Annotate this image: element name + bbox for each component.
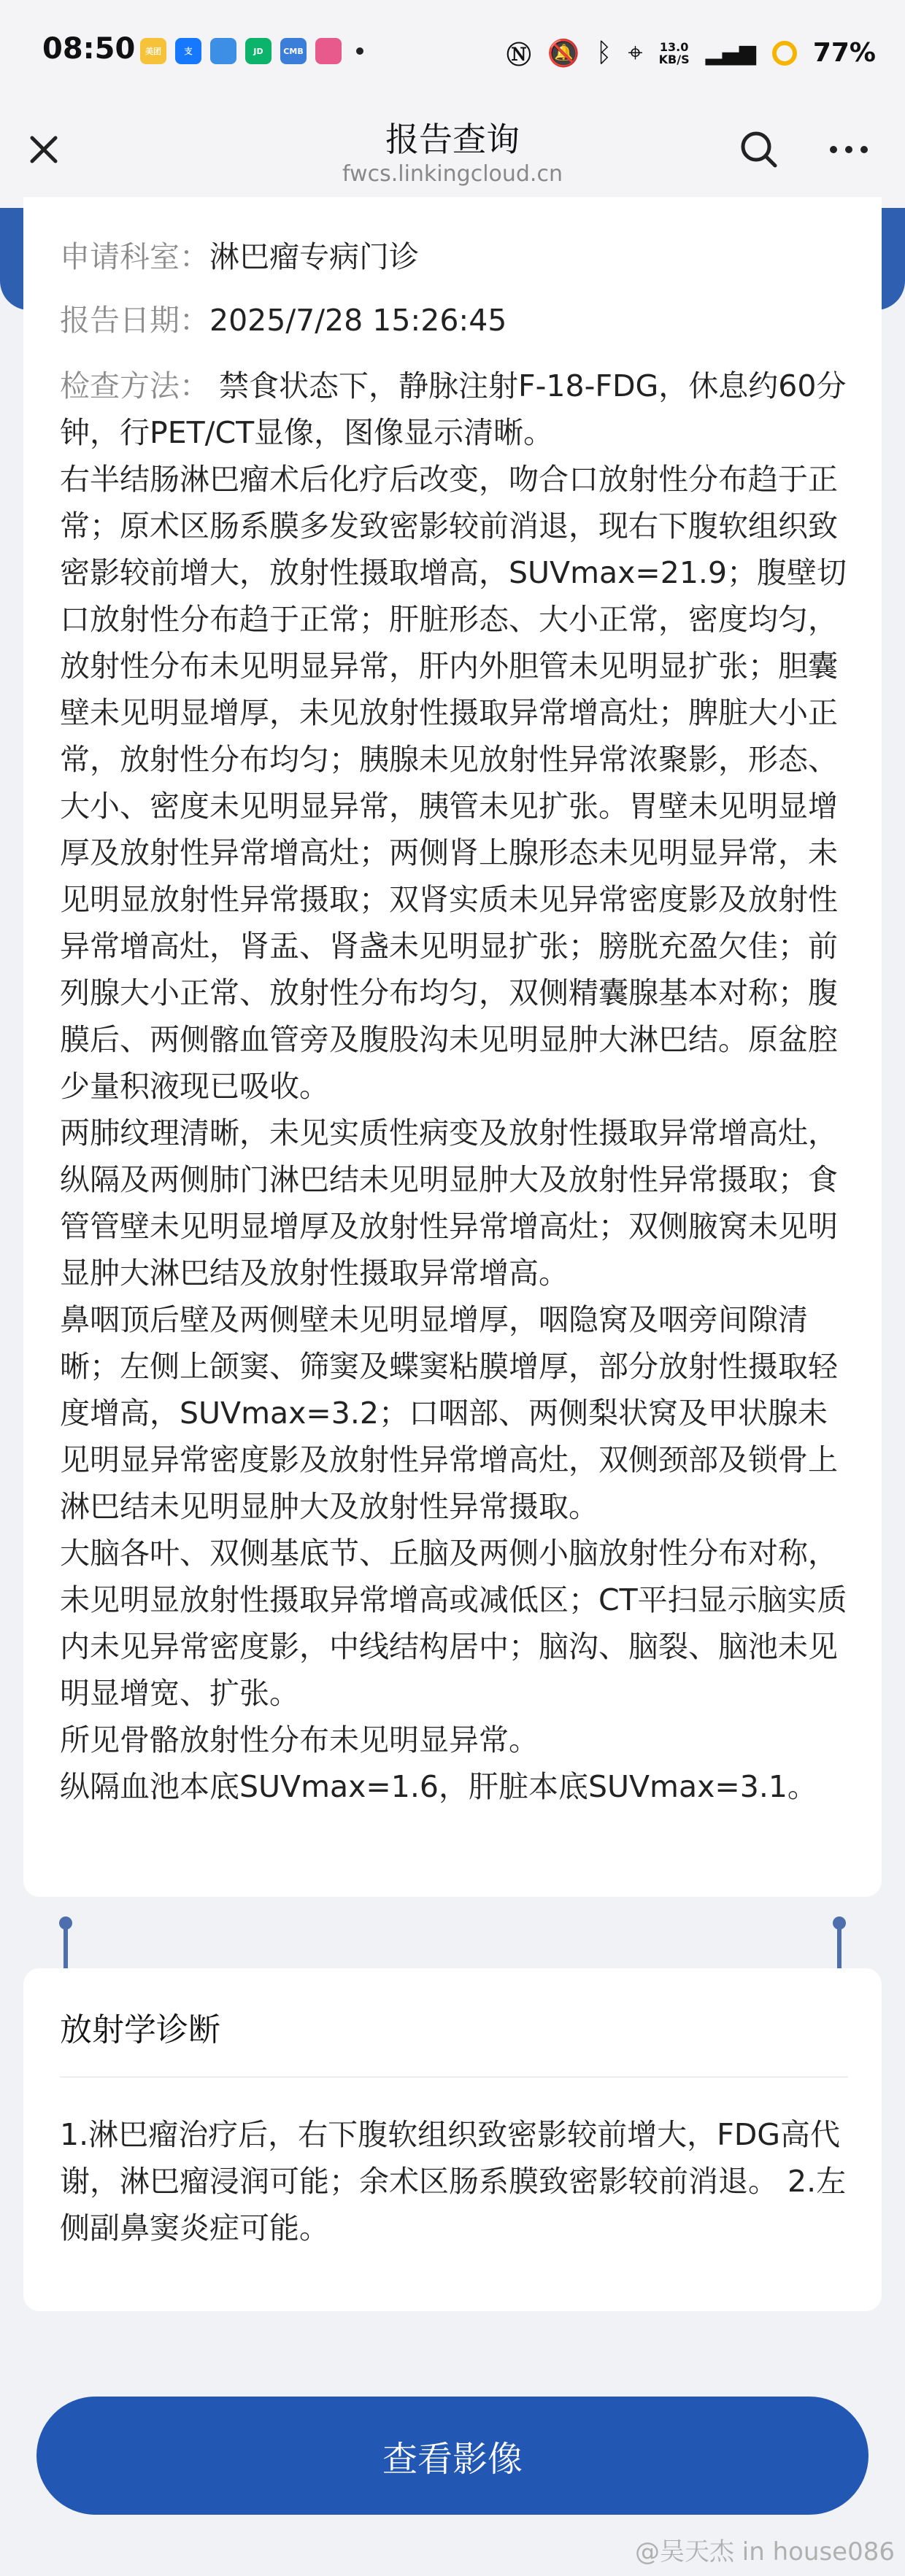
nav-bar bbox=[0, 106, 905, 208]
meituan-app-icon: 美团 bbox=[140, 38, 166, 64]
method-label: 检查方法： bbox=[60, 368, 209, 403]
findings-paragraph: 鼻咽顶后壁及两侧壁未见明显增厚，咽隐窝及咽旁间隙清晰；左侧上颌窦、筛窦及蝶窦粘膜增厚，部分放射性摄取轻度增高，SUVmax=3.2；口咽部、两侧梨状窝及甲状腺未见明显异常密度影及放射性异常增高灶，双侧颈部及锁骨上淋巴结未见明显肿大及放射性异常摄取。 bbox=[60, 1302, 838, 1524]
report-findings bbox=[60, 363, 855, 1810]
bluetooth-icon: ᛒ bbox=[596, 38, 612, 68]
findings-paragraph: 大脑各叶、双侧基底节、丘脑及两侧小脑放射性分布对称，未见明显放射性摄取异常增高或减低区；CT平扫显示脑实质内未见异常密度影，中线结构居中；脑沟、脑裂、脑池未见明显增宽、扩张。 bbox=[60, 1536, 847, 1711]
mute-icon: 🔕 bbox=[547, 38, 580, 69]
cmb-app-icon: CMB bbox=[280, 38, 307, 64]
net-speed bbox=[659, 41, 690, 66]
dept-label: 申请科室： bbox=[60, 239, 209, 274]
status-time: 08:50 bbox=[42, 32, 136, 66]
search-icon[interactable] bbox=[737, 128, 781, 171]
method-value: 禁食状态下，静脉注射F-18-FDG，休息约60分钟，行PET/CT显像，图像显示清晰。 bbox=[60, 368, 847, 450]
findings-paragraph: 纵隔血池本底SUVmax=1.6，肝脏本底SUVmax=3.1。 bbox=[60, 1769, 817, 1804]
date-value: 2025/7/28 15:26:45 bbox=[209, 303, 507, 338]
status-right bbox=[507, 35, 876, 71]
dept-row bbox=[60, 235, 419, 279]
alipay-app-icon: 支 bbox=[175, 38, 201, 64]
battery-level: 77% bbox=[812, 38, 876, 68]
method-row bbox=[60, 363, 855, 456]
findings-paragraph: 所见骨骼放射性分布未见明显异常。 bbox=[60, 1722, 539, 1757]
wallet-app-icon bbox=[210, 38, 236, 64]
health-app-icon bbox=[315, 38, 342, 64]
dept-value: 淋巴瘤专病门诊 bbox=[209, 239, 419, 274]
findings-paragraph: 右半结肠淋巴瘤术后化疗后改变，吻合口放射性分布趋于正常；原术区肠系膜多发致密影较前消退，现右下腹软组织致密影较前增大，放射性摄取增高，SUVmax=21.9；腹壁切口放射性分布趋于正常；肝脏形态、大小正常，密度均匀，放射性分布未见明显异常，肝内外胆管未见明显扩张；胆囊壁未见明显增厚，未见放射性摄取异常增高灶；脾脏大小正常，放射性分布均匀；胰腺未见放射性异常浓聚影，形态、大小、密度未见明显异常，胰管未见扩张。胃壁未见明显增厚及放射性异常增高灶；两侧肾上腺形态未见明显异常，未见明显放射性异常摄取；双肾实质未见异常密度影及放射性异常增高灶，肾盂、肾盏未见明显扩张；膀胱充盈欠佳；前列腺大小正常、放射性分布均匀，双侧精囊腺基本对称；腹膜后、两侧髂血管旁及腹股沟未见明显肿大淋巴结。原盆腔少量积液现已吸收。 bbox=[60, 462, 847, 1104]
net-speed-unit: KB/S bbox=[658, 52, 690, 66]
date-label: 报告日期： bbox=[60, 303, 209, 338]
jd-app-icon: JD bbox=[245, 38, 272, 64]
notification-icons bbox=[140, 38, 363, 64]
date-row bbox=[60, 298, 507, 342]
report-card bbox=[23, 197, 882, 1897]
more-notifications-dot bbox=[356, 47, 363, 55]
more-icon[interactable] bbox=[823, 128, 874, 171]
divider bbox=[60, 2076, 848, 2078]
diagnosis-text: 1.淋巴瘤治疗后，右下腹软组织致密影较前增大，FDG高代谢，淋巴瘤浸润可能；余术区肠系膜致密影较前消退。 2.左侧副鼻窦炎症可能。 bbox=[60, 2117, 847, 2246]
diagnosis-title: 放射学诊断 bbox=[60, 2011, 220, 2049]
nfc-icon: Ⓝ bbox=[506, 41, 531, 70]
view-images-button[interactable]: 查看影像 bbox=[36, 2397, 869, 2515]
findings-paragraph: 两肺纹理清晰，未见实质性病变及放射性摄取异常增高灶，纵隔及两侧肺门淋巴结未见明显肿大及放射性异常摄取；食管管壁未见明显增厚及放射性异常增高灶；双侧腋窝未见明显肿大淋巴结及放射性摄取异常增高。 bbox=[60, 1115, 838, 1291]
net-speed-value: 13.0 bbox=[659, 39, 689, 54]
page-title: 报告查询 bbox=[385, 120, 520, 159]
location-icon: ⌖ bbox=[628, 37, 643, 68]
status-bar bbox=[0, 0, 905, 106]
page-url: fwcs.linkingcloud.cn bbox=[342, 161, 563, 187]
signal-icon: ▂▄▆ bbox=[705, 40, 756, 66]
diagnosis-card bbox=[23, 1968, 882, 2311]
watermark: @吴天杰 in house086 bbox=[634, 2537, 895, 2567]
battery-icon bbox=[772, 41, 797, 66]
